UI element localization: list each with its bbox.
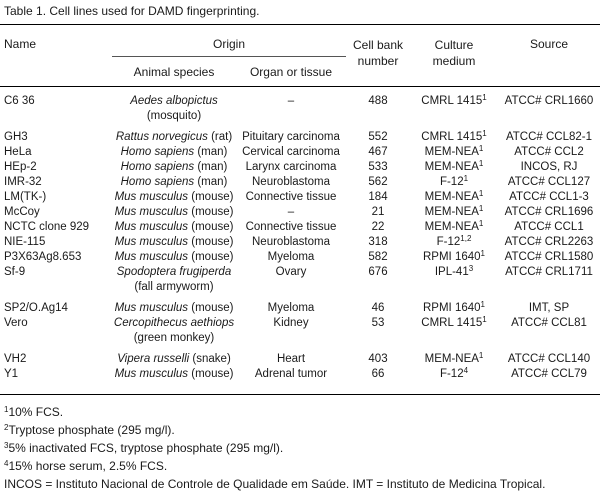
table-row: [0, 220, 600, 235]
cell-species: [112, 190, 236, 205]
footnote-marker: 1: [4, 405, 9, 414]
cell-organ: –: [287, 206, 295, 218]
medium-footnote-ref: 1: [478, 159, 484, 168]
footnote: [4, 439, 545, 457]
cell-culture-medium: [410, 130, 498, 145]
cell-name: P3X63Ag8.653: [4, 251, 82, 263]
cell-bank-number: 21: [371, 206, 385, 218]
medium-name: MEM-NEA: [424, 353, 479, 365]
table-row: [0, 235, 600, 250]
table-row: [0, 145, 600, 160]
header-cell-bank-line1: Cell bank: [352, 38, 404, 52]
cell-organ: Adrenal tumor: [254, 368, 328, 380]
species-name: Aedes albopictus: [130, 95, 218, 107]
table-row: [0, 265, 600, 295]
table-row: [0, 160, 600, 175]
medium-footnote-ref: 1: [478, 189, 484, 198]
common-name: (mouse): [188, 206, 234, 218]
cell-culture-medium: [410, 205, 498, 220]
medium-name: CMRL 1415: [421, 131, 483, 143]
header-animal-species: Animal species: [133, 65, 215, 79]
medium-name: IPL-41: [434, 266, 469, 278]
footnotes: [4, 403, 545, 493]
table-row: [0, 316, 600, 346]
header-cell-bank: [346, 37, 410, 69]
table-row: [0, 130, 600, 145]
footnote-text: Tryptose phosphate (295 mg/l).: [8, 423, 175, 437]
cell-culture-medium: [410, 160, 498, 175]
species-name: Homo sapiens: [120, 161, 195, 173]
table-row: [0, 367, 600, 382]
table-body: [0, 94, 600, 382]
cell-source: ATCC# CCL79: [511, 368, 587, 380]
species-name: Vipera russelli: [117, 353, 190, 365]
species-name: Mus musculus: [114, 221, 189, 233]
footnote: [4, 421, 545, 439]
table-row: [0, 190, 600, 205]
common-name: (man): [194, 146, 228, 158]
species-name: Homo sapiens: [120, 176, 195, 188]
cell-bank-number: 318: [368, 236, 388, 248]
cell-culture-medium: [410, 94, 498, 124]
footnote-marker: 3: [4, 441, 9, 450]
common-name: (man): [194, 161, 228, 173]
cell-name: HEp-2: [4, 161, 37, 173]
table-row: [0, 175, 600, 190]
cell-organ: Kidney: [273, 317, 309, 329]
cell-source: ATCC# CCL2: [514, 146, 584, 158]
cell-name: HeLa: [4, 146, 32, 158]
common-name: (fall armyworm): [134, 281, 214, 293]
cell-source: ATCC# CRL1696: [504, 206, 594, 218]
table-row: [0, 352, 600, 367]
cell-culture-medium: [410, 250, 498, 265]
medium-footnote-ref: 3: [468, 264, 474, 273]
cell-name: GH3: [4, 131, 28, 143]
species-name: Mus musculus: [114, 368, 189, 380]
cell-culture-medium: [410, 235, 498, 250]
medium-name: MEM-NEA: [424, 191, 479, 203]
common-name: (mouse): [188, 368, 234, 380]
cell-organ: Connective tissue: [245, 191, 337, 203]
medium-name: MEM-NEA: [424, 161, 479, 173]
cell-name: LM(TK-): [4, 191, 47, 203]
cell-species: [112, 316, 236, 346]
cell-species: [112, 94, 236, 124]
species-name: Mus musculus: [114, 236, 189, 248]
species-name: Spodoptera frugiperda: [116, 266, 232, 278]
header-origin: Origin: [212, 37, 245, 51]
cell-species: [112, 301, 236, 316]
table-row: [0, 205, 600, 220]
cell-source: ATCC# CCL82-1: [505, 131, 593, 143]
medium-footnote-ref: 1: [480, 300, 485, 309]
cell-bank-number: 552: [368, 131, 388, 143]
top-rule: [0, 24, 600, 25]
medium-footnote-ref: 1: [463, 174, 469, 183]
cell-bank-number: 53: [371, 317, 385, 329]
cell-culture-medium: [410, 190, 498, 205]
footnote-text: 10% FCS.: [8, 405, 64, 419]
cell-organ: Heart: [276, 353, 306, 365]
cell-name: IMR-32: [4, 176, 42, 188]
cell-source: ATCC# CCL1: [514, 221, 584, 233]
medium-name: F-12: [436, 236, 461, 248]
cell-culture-medium: [410, 265, 498, 295]
cell-culture-medium: [410, 301, 498, 316]
medium-name: CMRL 1415: [421, 95, 483, 107]
footnote-text: 15% horse serum, 2.5% FCS.: [8, 459, 168, 473]
cell-species: [112, 145, 236, 160]
common-name: (green monkey): [133, 332, 215, 344]
cell-name: SP2/O.Ag14: [4, 302, 68, 314]
medium-footnote-ref: 1: [478, 219, 484, 228]
cell-bank-number: 46: [371, 302, 385, 314]
cell-name: C6 36: [4, 95, 35, 107]
cell-source: ATCC# CCL81: [511, 317, 587, 329]
cell-source: IMT, SP: [528, 302, 570, 314]
footnote: [4, 457, 545, 475]
cell-species: [112, 235, 236, 250]
medium-footnote-ref: 1: [482, 129, 487, 138]
medium-name: F-12: [439, 368, 464, 380]
cell-bank-number: 22: [371, 221, 385, 233]
cell-source: ATCC# CCL140: [507, 353, 591, 365]
cell-organ: Pituitary carcinoma: [242, 131, 340, 143]
header-cell-bank-line2: number: [357, 54, 399, 68]
cell-source: ATCC# CRL1580: [504, 251, 594, 263]
footnote: [4, 403, 545, 421]
cell-bank-number: 676: [368, 266, 388, 278]
cell-organ: Myeloma: [267, 251, 315, 263]
cell-culture-medium: [410, 145, 498, 160]
header-source: Source: [529, 37, 569, 51]
cell-organ: Connective tissue: [245, 221, 337, 233]
origin-subrule: [112, 56, 346, 57]
cell-bank-number: 66: [371, 368, 385, 380]
cell-name: Y1: [4, 368, 19, 380]
footnote-text: 5% inactivated FCS, tryptose phosphate (295 mg/l).: [8, 441, 284, 455]
footnote-marker: 2: [4, 423, 9, 432]
cell-bank-number: 467: [368, 146, 388, 158]
common-name: (mosquito): [146, 110, 202, 122]
common-name: (mouse): [188, 221, 234, 233]
header-culture-line2: medium: [432, 54, 476, 68]
cell-name: Sf-9: [4, 266, 26, 278]
cell-species: [112, 367, 236, 382]
medium-name: RPMI 1640: [423, 251, 481, 263]
cell-source: INCOS, RJ: [520, 161, 578, 173]
common-name: (mouse): [188, 302, 234, 314]
cell-species: [112, 175, 236, 190]
cell-species: [112, 160, 236, 175]
species-name: Mus musculus: [114, 251, 189, 263]
cell-source: ATCC# CRL2263: [504, 236, 594, 248]
cell-organ: Neuroblastoma: [252, 236, 330, 248]
table-caption: Table 1. Cell lines used for DAMD fingerprinting.: [4, 4, 260, 18]
medium-name: MEM-NEA: [424, 206, 479, 218]
medium-name: RPMI 1640: [423, 302, 481, 314]
medium-footnote-ref: 1,2: [460, 234, 472, 243]
bottom-rule: [0, 394, 600, 395]
cell-source: ATCC# CCL127: [507, 176, 591, 188]
cell-organ: –: [287, 95, 295, 107]
medium-footnote-ref: 1: [478, 144, 484, 153]
cell-culture-medium: [410, 175, 498, 190]
medium-name: MEM-NEA: [424, 146, 479, 158]
cell-organ: Ovary: [275, 266, 307, 278]
cell-bank-number: 184: [368, 191, 388, 203]
cell-name: NIE-115: [4, 236, 46, 248]
cell-organ: Neuroblastoma: [252, 176, 330, 188]
header-culture-medium: [410, 37, 498, 69]
header-organ-tissue: Organ or tissue: [249, 65, 333, 79]
common-name: (mouse): [188, 251, 234, 263]
common-name: (mouse): [188, 191, 234, 203]
medium-name: F-12: [439, 176, 464, 188]
cell-name: Vero: [4, 317, 28, 329]
cell-organ: Larynx carcinoma: [245, 161, 337, 173]
species-name: Mus musculus: [114, 302, 189, 314]
cell-lines-table: [0, 94, 600, 382]
cell-source: ATCC# CRL1711: [505, 266, 593, 278]
cell-species: [112, 130, 236, 145]
cell-species: [112, 250, 236, 265]
cell-bank-number: 582: [368, 251, 388, 263]
table-row: [0, 94, 600, 124]
species-name: Homo sapiens: [120, 146, 195, 158]
cell-species: [112, 220, 236, 235]
table-row: [0, 301, 600, 316]
common-name: (mouse): [188, 236, 234, 248]
cell-organ: Cervical carcinoma: [242, 146, 340, 158]
medium-footnote-ref: 1: [482, 315, 487, 324]
footnote: [4, 475, 545, 493]
cell-bank-number: 488: [368, 95, 388, 107]
species-name: Cercopithecus aethiops: [113, 317, 235, 329]
medium-footnote-ref: 4: [463, 366, 469, 375]
footnote-marker: 4: [4, 459, 9, 468]
footnote-text: INCOS = Instituto Nacional de Controle de Qualidade em Saúde. IMT = Instituto de Medicina Tropical.: [4, 477, 546, 491]
species-name: Mus musculus: [114, 206, 189, 218]
table-row: [0, 250, 600, 265]
medium-name: MEM-NEA: [424, 221, 479, 233]
cell-species: [112, 205, 236, 220]
medium-footnote-ref: 1: [482, 93, 487, 102]
header-rule: [0, 86, 600, 87]
cell-species: [112, 265, 236, 295]
common-name: (snake): [189, 353, 231, 365]
medium-footnote-ref: 1: [478, 351, 484, 360]
medium-footnote-ref: 1: [478, 204, 484, 213]
cell-source: ATCC# CCL1-3: [509, 191, 589, 203]
cell-bank-number: 403: [368, 353, 388, 365]
common-name: (man): [194, 176, 228, 188]
cell-name: NCTC clone 929: [4, 221, 90, 233]
cell-name: VH2: [4, 353, 27, 365]
header-culture-line1: Culture: [434, 38, 474, 52]
cell-species: [112, 352, 236, 367]
cell-name: McCoy: [4, 206, 40, 218]
medium-name: CMRL 1415: [421, 317, 483, 329]
header-name: Name: [4, 37, 37, 51]
medium-footnote-ref: 1: [480, 249, 485, 258]
common-name: (rat): [207, 131, 233, 143]
cell-organ: Myeloma: [267, 302, 315, 314]
cell-bank-number: 562: [368, 176, 388, 188]
cell-source: ATCC# CRL1660: [504, 95, 594, 107]
species-name: Mus musculus: [114, 191, 189, 203]
cell-culture-medium: [410, 316, 498, 346]
cell-culture-medium: [410, 367, 498, 382]
cell-bank-number: 533: [368, 161, 388, 173]
cell-culture-medium: [410, 220, 498, 235]
cell-culture-medium: [410, 352, 498, 367]
species-name: Rattus norvegicus: [115, 131, 208, 143]
